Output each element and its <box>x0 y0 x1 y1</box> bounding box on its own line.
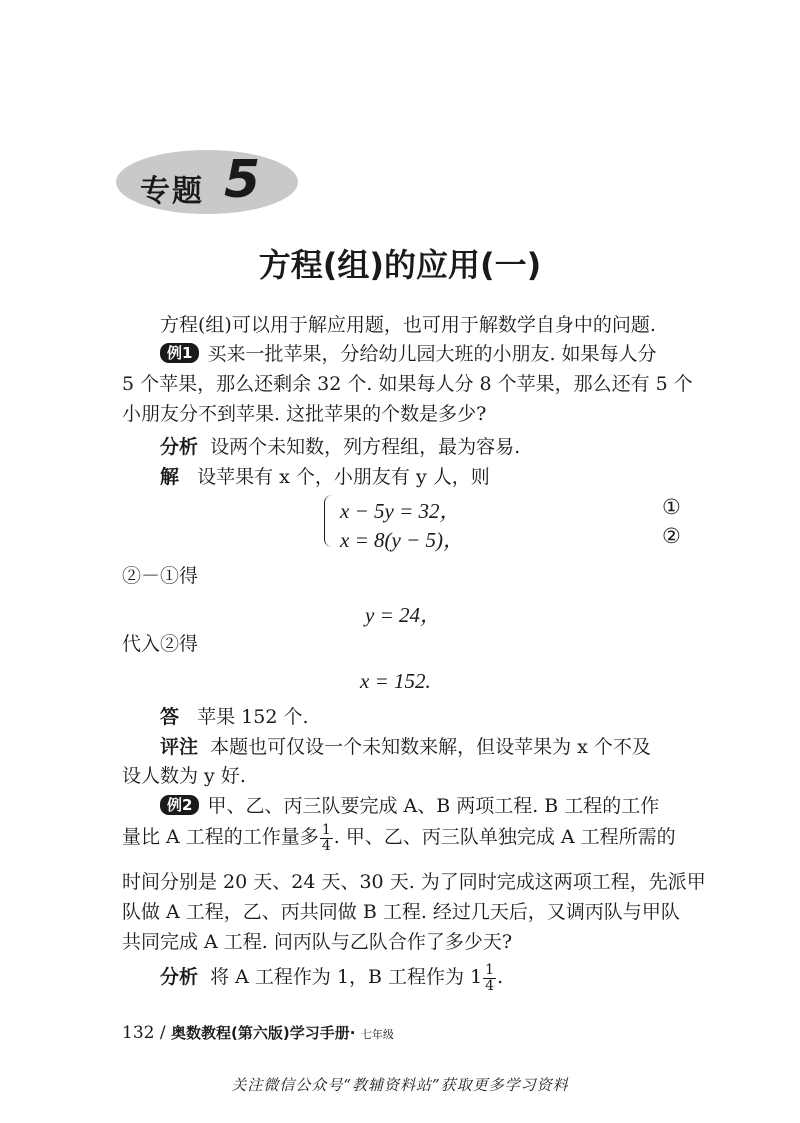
equation-brace <box>324 495 335 547</box>
grade-label: 七年级 <box>360 1028 394 1041</box>
page-footer <box>122 1022 394 1043</box>
book-title: 奥数教程(第六版)学习手册· <box>171 1024 356 1042</box>
topic-badge-number: 5 <box>224 150 261 210</box>
example2-line4: 队做 A 工程，乙、丙共同做 B 工程. 经过几天后，又调丙队与甲队 <box>122 901 680 923</box>
analysis2-text-b: . <box>497 966 504 989</box>
solution1-text: 设苹果有 x 个，小朋友有 y 人，则 <box>197 466 490 488</box>
analysis2-label: 分析 <box>160 966 199 989</box>
answer1 <box>160 706 309 729</box>
example2-fraction-den: 4 <box>321 837 331 854</box>
example2-line2 <box>122 823 676 853</box>
example1-line2: 5 个苹果，那么还剩余 32 个. 如果每人分 8 个苹果，那么还有 5 个 <box>122 373 693 395</box>
analysis1-text: 设两个未知数，列方程组，最为容易. <box>210 436 521 458</box>
analysis2-fraction <box>483 963 496 993</box>
analysis2-fraction-num: 1 <box>485 962 495 978</box>
example2-text-2a: 量比 A 工程的工作量多 <box>122 826 319 849</box>
step2-result: x = 152. <box>360 669 431 693</box>
footer-separator: / <box>159 1023 166 1043</box>
step1-text: ②－①得 <box>122 565 199 587</box>
example2-text-2b: . 甲、乙、丙三队单独完成 A 工程所需的 <box>333 826 676 849</box>
watermark-text: 关注微信公众号“教辅资料站”获取更多学习资料 <box>231 1076 569 1094</box>
solution1 <box>160 466 490 489</box>
equation-2-marker: ② <box>662 524 681 548</box>
answer1-label: 答 <box>160 706 180 728</box>
page-title: 方程(组)的应用(一) <box>258 246 542 284</box>
answer1-text: 苹果 152 个. <box>197 706 309 728</box>
page-number: 132 <box>122 1023 155 1043</box>
remark-line2: 设人数为 y 好. <box>122 765 246 787</box>
example2-fraction-num: 1 <box>321 822 331 838</box>
example2-text-1: 甲、乙、丙三队要完成 A、B 两项工程. B 工程的工作 <box>207 795 660 817</box>
equation-2: x = 8(y − 5)， <box>340 528 464 552</box>
topic-badge-label: 专题 <box>140 174 204 209</box>
example2-fraction <box>320 823 333 853</box>
example1-text-1: 买来一批苹果，分给幼儿园大班的小朋友. 如果每人分 <box>207 343 657 365</box>
remark-label: 评注 <box>160 736 199 758</box>
example1-line3: 小朋友分不到苹果. 这批苹果的个数是多少? <box>122 403 487 425</box>
example1-tag: 例1 <box>160 343 199 363</box>
example2-line5: 共同完成 A 工程. 问丙队与乙队合作了多少天? <box>122 931 513 953</box>
solution1-label: 解 <box>160 466 180 488</box>
analysis2 <box>160 963 503 993</box>
example1-line1 <box>160 343 657 366</box>
analysis2-text-a: 将 A 工程作为 1，B 工程作为 1 <box>210 966 483 989</box>
analysis2-fraction-den: 4 <box>485 977 495 994</box>
step1-result: y = 24， <box>365 603 441 627</box>
intro-paragraph: 方程(组)可以用于解应用题，也可用于解数学自身中的问题. <box>160 314 656 336</box>
equation-1-marker: ① <box>662 495 681 519</box>
remark-line1 <box>160 736 651 759</box>
example2-tag: 例2 <box>160 795 199 815</box>
remark-text-1: 本题也可仅设一个未知数来解，但设苹果为 x 个不及 <box>210 736 651 758</box>
example2-line1 <box>160 795 659 818</box>
analysis1 <box>160 436 520 459</box>
example2-line3: 时间分别是 20 天、24 天、30 天. 为了同时完成这两项工程，先派甲 <box>122 871 706 893</box>
step2-text: 代入②得 <box>122 633 199 655</box>
analysis1-label: 分析 <box>160 436 199 458</box>
equation-1: x − 5y = 32， <box>340 499 461 523</box>
